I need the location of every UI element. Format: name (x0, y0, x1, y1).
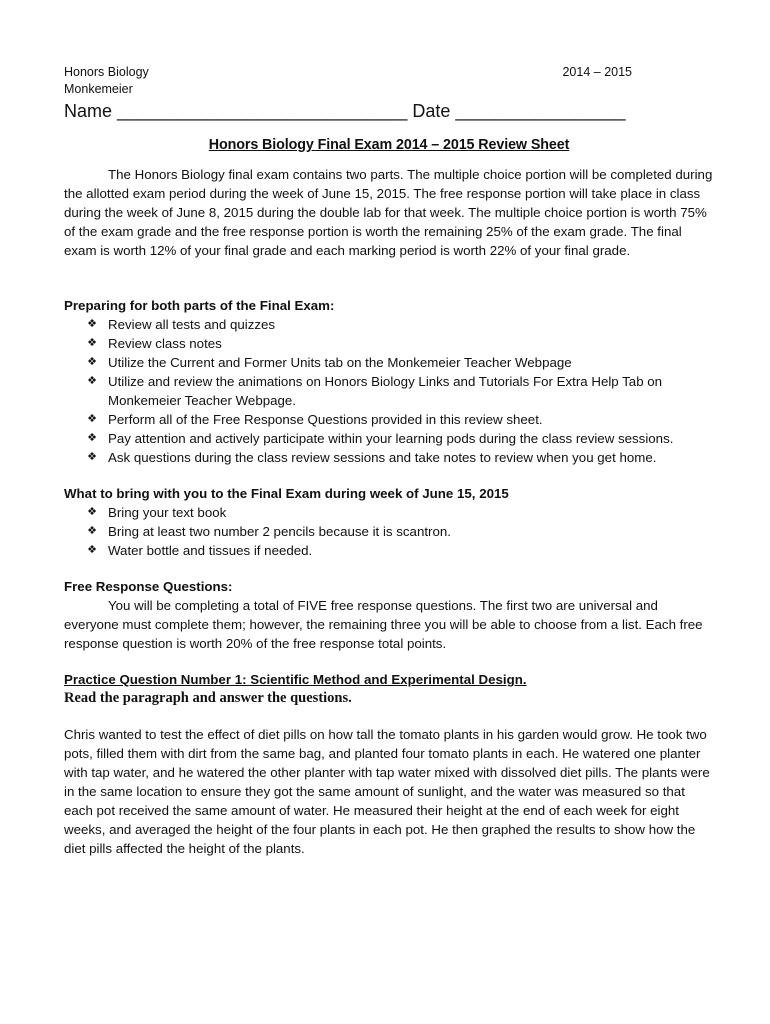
scenario-paragraph: Chris wanted to test the effect of diet pills on how tall the tomato plants in his garden would grow. He took two pots, filled them with dirt from the same bag, and planted four tomato plants in each. He watered one planter with tap water, and he watered the other planter with tap water mixed with dissolved diet pills. The plants were in the same location to ensure they got the same amount of sunlight, and the water was measured so that each pot received the same amount of water. He measured their height at the end of each week for eight weeks, and averaged the height of the four plants in each pot. He then graphed the results to show how the diet pills affected the height of the plants. (64, 727, 710, 856)
practice-question-instruction: Read the paragraph and answer the questions. (64, 690, 352, 706)
list-item-text: Utilize and review the animations on Honors Biology Links and Tutorials For Extra Help Tab on Monkemeier Teacher Webpage. (108, 374, 663, 408)
diamond-bullet-icon: ❖ (87, 413, 97, 425)
diamond-bullet-icon: ❖ (87, 337, 97, 349)
diamond-bullet-icon: ❖ (87, 318, 97, 330)
school-year: 2014 – 2015 (562, 65, 632, 79)
teacher-name: Monkemeier (64, 82, 133, 96)
preparing-heading: Preparing for both parts of the Final Exam: (64, 298, 335, 313)
diamond-bullet-icon: ❖ (87, 451, 97, 463)
list-item (84, 541, 714, 560)
diamond-bullet-icon: ❖ (87, 356, 97, 368)
bring-heading: What to bring with you to the Final Exam during week of June 15, 2015 (64, 486, 509, 501)
diamond-bullet-icon: ❖ (87, 525, 97, 537)
diamond-bullet-icon: ❖ (87, 506, 97, 518)
list-item-text: Review class notes (108, 336, 222, 351)
list-item (84, 334, 714, 353)
document-page (64, 64, 714, 858)
page-title: Honors Biology Final Exam 2014 – 2015 Review Sheet (208, 137, 570, 153)
list-item (84, 522, 714, 541)
list-item-text: Water bottle and tissues if needed. (108, 543, 313, 558)
name-date-line: Name _____________________________ Date _________________ (64, 101, 626, 121)
list-item-text: Perform all of the Free Response Questions provided in this review sheet. (108, 412, 543, 427)
list-item (84, 315, 714, 334)
list-item-text: Bring at least two number 2 pencils because it is scantron. (108, 524, 451, 539)
list-item (84, 448, 714, 467)
diamond-bullet-icon: ❖ (87, 544, 97, 556)
diamond-bullet-icon: ❖ (87, 432, 97, 444)
free-response-paragraph: You will be completing a total of FIVE free response questions. The first two are universal and everyone must complete them; however, the remaining three you will be able to choose from a list. Each free response question is worth 20% of the free response total points. (64, 598, 703, 651)
header-row (64, 64, 714, 81)
list-item-text: Review all tests and quizzes (108, 317, 276, 332)
list-item-text: Utilize the Current and Former Units tab on the Monkemeier Teacher Webpage (108, 355, 572, 370)
list-item-text: Pay attention and actively participate within your learning pods during the class review sessions. (108, 431, 674, 446)
intro-paragraph: The Honors Biology final exam contains two parts. The multiple choice portion will be completed during the allotted exam period during the week of June 15, 2015. The free response portion will take place in class during the week of June 8, 2015 during the double lab for that week. The multiple choice portion is worth 75% of the exam grade and the free response portion is worth the remaining 25% of the exam grade. The final exam is worth 12% of your final grade and each marking period is worth 22% of your final grade. (64, 167, 713, 258)
list-item-text: Ask questions during the class review sessions and take notes to review when you get home. (108, 450, 657, 465)
list-item (84, 372, 714, 410)
list-item-text: Bring your text book (108, 505, 227, 520)
list-item (84, 429, 714, 448)
diamond-bullet-icon: ❖ (87, 375, 97, 387)
practice-question-heading: Practice Question Number 1: Scientific Method and Experimental Design. (64, 672, 527, 687)
bring-list (64, 503, 714, 560)
preparing-list (64, 315, 714, 467)
list-item (84, 503, 714, 522)
list-item (84, 410, 714, 429)
list-item (84, 353, 714, 372)
free-response-heading: Free Response Questions: (64, 579, 233, 594)
course-name: Honors Biology (64, 65, 149, 79)
